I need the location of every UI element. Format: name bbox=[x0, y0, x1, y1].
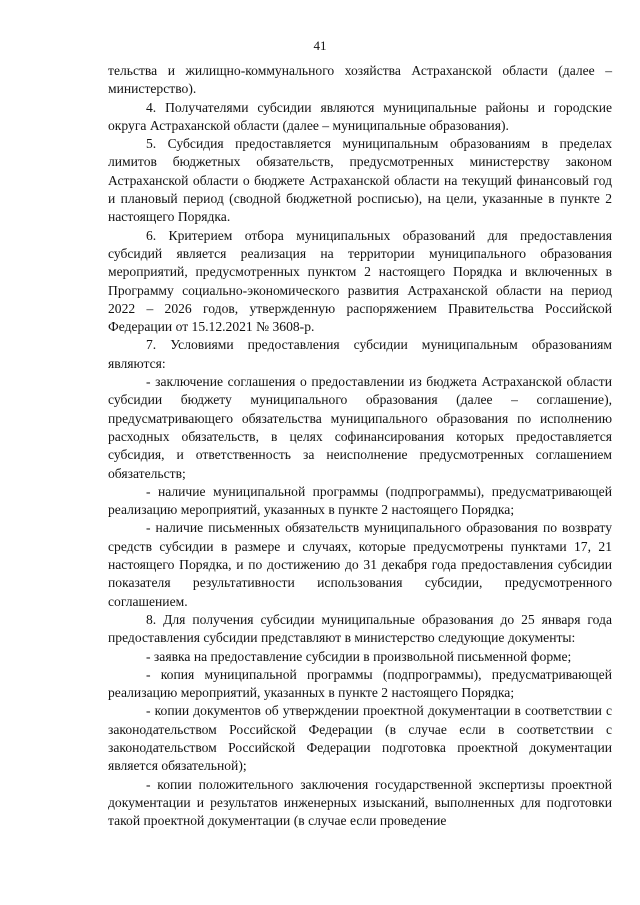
list-item: - копии положительного заключения государственной экспертизы проектной документации и результатов инженерных изысканий, выполненных для подготовки такой проектной документации (в случае если проведение bbox=[108, 776, 612, 829]
list-item: - наличие муниципальной программы (подпрограммы), предусматривающей реализацию мероприятий, указанных в пункте 2 настоящего Порядка; bbox=[108, 483, 612, 518]
document-body bbox=[108, 62, 612, 830]
paragraph-8: 8. Для получения субсидии муниципальные образования до 25 января года предоставления субсидии представляют в министерство следующие документы: bbox=[108, 611, 612, 646]
paragraph-4: 4. Получателями субсидии являются муниципальные районы и городские округа Астраханской области (далее – муниципальные образования). bbox=[108, 99, 612, 133]
list-item: - заключение соглашения о предоставлении из бюджета Астраханской области субсидии бюджету муниципального образования (далее – соглашение), предусматривающего обязательства муниципального образования по исполнению расходных обязательств, в целях софинансирования которых предоставляется субсидия, и ответственность за неисполнение предусмотренных соглашением обязательств; bbox=[108, 374, 612, 481]
list-item: - наличие письменных обязательств муниципального образования по возврату средств субсидии в размере и случаях, которые предусмотрены пунктами 17, 21 настоящего Порядка, и по достижению до 31 декабря года предоставления субсидии показателя результативности использования субсидии, предусмотренного соглашением. bbox=[108, 520, 612, 609]
list-item: - заявка на предоставление субсидии в произвольной письменной форме; bbox=[146, 648, 572, 664]
paragraph-continuation: тельства и жилищно-коммунального хозяйства Астраханской области (далее – министерство). bbox=[108, 63, 612, 97]
paragraph-6: 6. Критерием отбора муниципальных образований для предоставления субсидий является реализация на территории муниципального образования мероприятий, предусмотренных пунктом 2 настоящего Порядка и включенных в Программу социально-экономического развития Астраханской области на период 2022 – 2026 годов, утвержденную распоряжением Правительства Российской Федерации от 15.12.2021 № 3608-р. bbox=[108, 227, 612, 335]
paragraph-5: 5. Субсидия предоставляется муниципальным образованиям в пределах лимитов бюджетных обязательств, предусмотренных министерству законом Астраханской области о бюджете Астраханской области на текущий финансовый год и плановый период (сводной бюджетной росписью), на цели, указанные в пункте 2 настоящего Порядка. bbox=[108, 136, 612, 225]
list-item: - копия муниципальной программы (подпрограммы), предусматривающей реализацию мероприятий, указанных в пункте 2 настоящего Порядка; bbox=[108, 666, 612, 701]
paragraph-7: 7. Условиями предоставления субсидии муниципальным образованиям являются: bbox=[108, 337, 612, 371]
page-number: 41 bbox=[313, 38, 327, 53]
list-item: - копии документов об утверждении проектной документации в соответствии с законодательством Российской Федерации (в случае если в соответствии с законодательством Российской Федерации подготовка проектной документации является обязательной); bbox=[108, 703, 612, 774]
